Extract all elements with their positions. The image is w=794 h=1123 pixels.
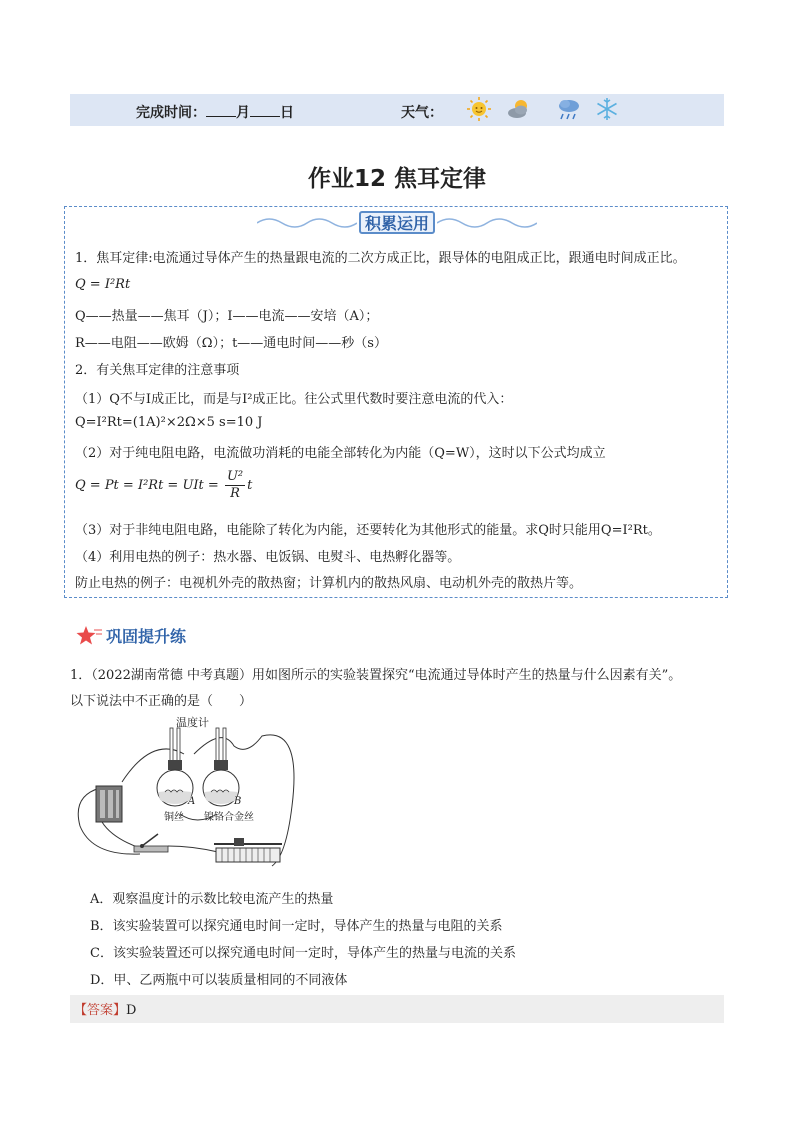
knowledge-line-12: 防止电热的例子：电视机外壳的散热窗；计算机内的散热风扇、电动机外壳的散热片等。 [75, 576, 583, 591]
option-a: A．观察温度计的示数比较电流产生的热量 [90, 892, 334, 907]
answer-label: 【答案】 [74, 1003, 127, 1018]
experiment-figure [72, 716, 302, 876]
rain-icon [556, 96, 582, 122]
knowledge-line-7: Q=I²Rt=(1A)²×2Ω×5 s=10 J [75, 415, 263, 430]
day-label: 日 [280, 105, 294, 121]
fraction [225, 469, 245, 502]
sunny-icon [466, 96, 492, 122]
page-title: 作业12 焦耳定律 [307, 166, 486, 192]
knowledge-line-6: （1）Q不与I成正比，而是与I²成正比。往公式里代数时要注意电流的代入： [75, 392, 513, 407]
battery-icon [96, 786, 122, 822]
wave-left-icon [257, 215, 357, 231]
copper-wire-label: 铜丝 [164, 812, 184, 823]
question-stem-line-2: 以下说法中不正确的是（ ） [70, 694, 253, 709]
knowledge-line-10: （3）对于非纯电阻电路，电能除了转化为内能，还要转化为其他形式的能量。求Q时只能用Q=I²Rt。 [75, 523, 661, 538]
formula-tail: t [247, 478, 253, 493]
flask-b-icon [203, 728, 242, 807]
question-stem-line-1: 1．（2022湖南常德 中考真题）用如图所示的实验装置探究“电流通过导体时产生的热量与什么因素有关”。 [70, 668, 682, 683]
label-a: A [188, 796, 196, 807]
rheostat-icon [214, 838, 282, 862]
snow-icon [594, 96, 620, 122]
knowledge-line-3: Q——热量——焦耳（J）；I——电流——安培（A）； [75, 309, 379, 324]
partly-cloudy-icon [506, 96, 532, 122]
flask-a-icon [157, 728, 196, 807]
fraction-denominator: R [230, 486, 240, 501]
knowledge-badge [317, 211, 477, 235]
answer-bar [70, 995, 724, 1023]
star-icon [76, 624, 102, 648]
knowledge-line-8: （2）对于纯电阻电路，电流做功消耗的电能全部转化为内能（Q=W），这时以下公式均成立 [75, 446, 606, 461]
switch-icon [134, 834, 168, 852]
answer [74, 999, 136, 1018]
option-d: D．甲、乙两瓶中可以装质量相同的不同液体 [90, 973, 348, 988]
badge-label: 积累运用 [359, 211, 435, 234]
answer-value: D [126, 1003, 137, 1018]
knowledge-line-1: 1．焦耳定律:电流通过导体产生的热量跟电流的二次方成正比，跟导体的电阻成正比，跟通电时间成正比。 [75, 251, 686, 266]
nichrome-wire-label: 镍铬合金丝 [204, 812, 254, 823]
formula-prefix: Q = Pt = I²Rt = UIt = [75, 478, 223, 493]
month-label: 月 [236, 105, 250, 121]
knowledge-line-4: R——电阻——欧姆（Ω）；t——通电时间——秒（s） [75, 336, 387, 351]
option-b: B．该实验装置可以探究通电时间一定时，导体产生的热量与电阻的关系 [90, 919, 503, 934]
month-blank [206, 104, 236, 117]
header-bar [70, 94, 724, 126]
time-label: 完成时间： [136, 105, 206, 121]
thermometer-label: 温度计 [176, 716, 209, 729]
pure-resistance-formula [75, 469, 252, 502]
joule-formula: Q = I²Rt [75, 277, 131, 292]
knowledge-line-11: （4）利用电热的例子：热水器、电饭锅、电熨斗、电热孵化器等。 [75, 550, 461, 565]
completion-time [136, 102, 294, 122]
section-label: 巩固提升练 [106, 627, 187, 646]
option-c: C．该实验装置还可以探究通电时间一定时，导体产生的热量与电流的关系 [90, 946, 516, 961]
knowledge-box [64, 206, 728, 598]
fraction-numerator: U² [226, 469, 244, 484]
label-b: B [234, 796, 242, 807]
wave-right-icon [437, 215, 537, 231]
knowledge-line-5: 2．有关焦耳定律的注意事项 [75, 363, 240, 378]
weather-label: 天气： [401, 105, 443, 121]
day-blank [250, 104, 280, 117]
